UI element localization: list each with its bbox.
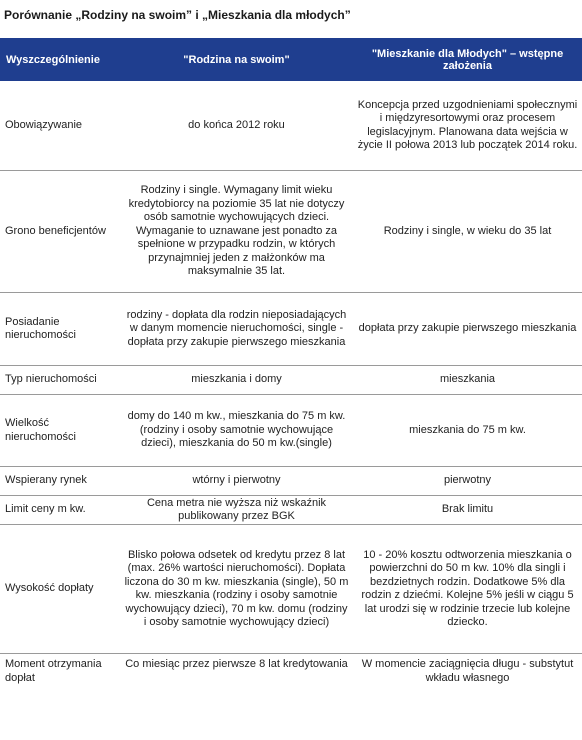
row-label: Obowiązywanie — [0, 81, 120, 171]
cell-mieszkanie-dla-mlodych: mieszkania — [353, 366, 582, 395]
row-label: Moment otrzymania dopłat — [5, 658, 102, 684]
cell-rodzina-na-swoim: Rodziny i single. Wymagany limit wieku kredytobiorcy na poziomie 35 lat nie dotyczy osób samotnie wychowujących dzieci. Wymaganie to uznawane jest ponadto za spełnione w przypadku rodzin, w których przynajmniej jeden z małżonków ma maksymalnie 35 lat. — [120, 171, 353, 293]
cell-rodzina-na-swoim: domy do 140 m kw., mieszkania do 75 m kw. (rodziny i osoby samotnie wychowujące dzieci), mieszkania do 50 m kw.(single) — [120, 395, 353, 467]
cell-rodzina-na-swoim: Cena metra nie wyższa niż wskaźnik publikowany przez BGK — [120, 496, 353, 525]
cell-mieszkanie-dla-mlodych: 10 - 20% kosztu odtworzenia mieszkania o powierzchni do 50 m kw. 10% dla singli i bezdzietnych rodzin. Dodatkowe 5% dla rodzin z dziećmi. Kolejne 5% jeśli w ciągu 5 lat urodzi się w rodzinie trzecie lub kolejne dziecko. — [353, 525, 582, 654]
cell-rodzina-na-swoim: Co miesiąc przez pierwsze 8 lat kredytowania — [125, 658, 348, 670]
table-row — [0, 366, 582, 395]
table-row — [0, 654, 582, 713]
table-row — [0, 395, 582, 467]
cell-mieszkanie-dla-mlodych: pierwotny — [353, 467, 582, 496]
header-rodzina-na-swoim: "Rodzina na swoim" — [120, 38, 353, 81]
row-label: Wysokość dopłaty — [0, 525, 120, 654]
cell-rodzina-na-swoim: mieszkania i domy — [120, 366, 353, 395]
header-row — [0, 38, 582, 81]
cell-mieszkanie-dla-mlodych: Koncepcja przed uzgodnieniami społecznymi i międzyresortowymi oraz procesem legislacyjnym. Planowana data wejścia w życie II połowa 2013 lub początek 2014 roku. — [353, 81, 582, 171]
cell-mieszkanie-dla-mlodych: mieszkania do 75 m kw. — [353, 395, 582, 467]
table-row — [0, 293, 582, 366]
cell-rodzina-na-swoim: wtórny i pierwotny — [120, 467, 353, 496]
row-label: Grono beneficjentów — [0, 171, 120, 293]
cell-mieszkanie-dla-mlodych: W momencie zaciągnięcia długu - substytut wkładu własnego — [361, 658, 574, 684]
table-row — [0, 171, 582, 293]
cell-rodzina-na-swoim: rodziny - dopłata dla rodzin nieposiadających w danym momencie nieruchomości, single - dopłata przy zakupie pierwszego mieszkania — [120, 293, 353, 366]
comparison-table — [0, 38, 582, 712]
header-specification: Wyszczególnienie — [0, 38, 120, 81]
row-label: Typ nieruchomości — [0, 366, 120, 395]
table-row — [0, 467, 582, 496]
cell-mieszkanie-dla-mlodych: Brak limitu — [353, 496, 582, 525]
header-mieszkanie-dla-mlodych: "Mieszkanie dla Młodych" – wstępne założenia — [353, 38, 582, 81]
cell-mieszkanie-dla-mlodych: Rodziny i single, w wieku do 35 lat — [353, 171, 582, 293]
cell-mieszkanie-dla-mlodych: dopłata przy zakupie pierwszego mieszkania — [353, 293, 582, 366]
table-row — [0, 525, 582, 654]
row-label: Wspierany rynek — [0, 467, 120, 496]
table-caption: Porównanie „Rodziny na swoim” i „Mieszkania dla młodych” — [4, 8, 351, 22]
row-label: Limit ceny m kw. — [0, 496, 120, 525]
row-label: Posiadanie nieruchomości — [0, 293, 120, 366]
cell-rodzina-na-swoim: Blisko połowa odsetek od kredytu przez 8 lat (max. 26% wartości nieruchomości). Dopłata liczona do 30 m kw. mieszkania (single), 50 m kw. mieszkania (rodziny i osoby samotnie wychowujący dzieci), 70 m kw. domu (rodziny i osoby samotnie wychowujący dzieci) — [120, 525, 353, 654]
row-label: Wielkość nieruchomości — [0, 395, 120, 467]
table-row — [0, 496, 582, 525]
table-row — [0, 81, 582, 171]
cell-rodzina-na-swoim: do końca 2012 roku — [120, 81, 353, 171]
